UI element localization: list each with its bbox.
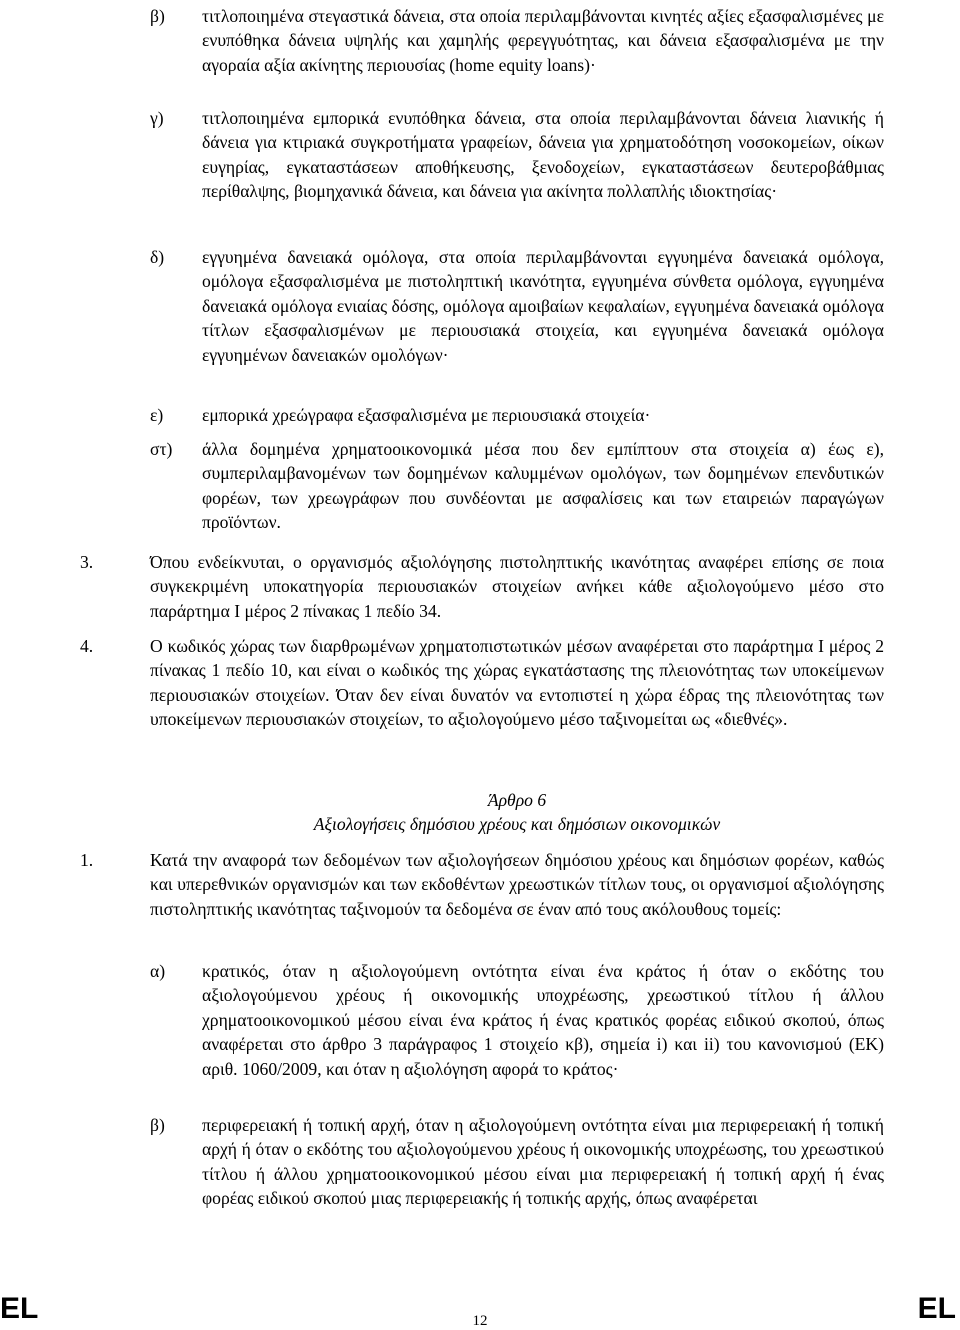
- item-label: β): [150, 6, 165, 26]
- footer-language-left: EL: [0, 1292, 39, 1325]
- item-label: δ): [150, 247, 165, 267]
- paragraph-number: 1.: [80, 850, 94, 870]
- item-label: στ): [150, 439, 173, 459]
- footer-language-right: EL: [917, 1292, 956, 1325]
- item-text: εγγυημένα δανειακά ομόλογα, στα οποία περιλαμβάνονται εγγυημένα δανειακά ομόλογα, ομόλογα εξασφαλισμένα με πιστοληπτική ικανότητα, εγγυημένα σύνθετα ομόλογα, εγγυημένα δανειακά ομόλογα ενιαίας δόσης, ομόλογα αμοιβαίων κεφαλαίων, εγγυημένα δανειακά ομόλογα τίτλων εξασφαλισμένων με περιουσιακά στοιχεία, και εγγυημένα δανειακά ομόλογα εγγυημένων δανειακών ομολόγων·: [202, 247, 884, 365]
- paragraph-number: 4.: [80, 636, 94, 656]
- item-label: ε): [150, 405, 164, 425]
- article-subtitle: Αξιολογήσεις δημόσιου χρέους και δημόσιων οικονομικών: [313, 814, 721, 834]
- item-text: τιτλοποιημένα εμπορικά ενυπόθηκα δάνεια, στα οποία περιλαμβάνονται δάνεια λιανικής ή δάνεια για κτιριακά συγκροτήματα γραφείων, δάνεια για χρηματοδότηση νοσοκομείων, οίκων ευγηρίας, εγκαταστάσεων αποθήκευσης, ξενοδοχείων, εγκαταστάσεων δευτεροβάθμιας περίθαλψης, βιομηχανικά δάνεια, και δάνεια για ακίνητα πολλαπλής ιδιοκτησίας·: [202, 108, 884, 202]
- item-text: εμπορικά χρεώγραφα εξασφαλισμένα με περιουσιακά στοιχεία·: [202, 405, 651, 425]
- article-title: Άρθρο 6: [487, 790, 547, 810]
- item-text: τιτλοποιημένα στεγαστικά δάνεια, στα οποία περιλαμβάνονται κινητές αξίες εξασφαλισμένες με ενυπόθηκα δάνεια υψηλής και χαμηλής φερεγγυότητας, και δάνεια εξασφαλισμένα με την αγοραία αξία ακίνητης περιουσίας (home equity loans)·: [202, 6, 884, 75]
- item-text: άλλα δομημένα χρηματοοικονομικά μέσα που δεν εμπίπτουν στα στοιχεία α) έως ε), συμπεριλαμβανομένων των δομημένων καλυμμένων ομολόγων, των δομημένων επενδυτικών φορέων, των χρεωγράφων που συνδέονται με ασφαλίσεις και των εταιρειών παραγώγων προϊόντων.: [202, 439, 884, 533]
- page-number: 12: [472, 1313, 488, 1329]
- item-label: α): [150, 961, 166, 981]
- paragraph-text: Ο κωδικός χώρας των διαρθρωμένων χρηματοπιστωτικών μέσων αναφέρεται στο παράρτημα I μέρος 2 πίνακας 1 πεδίο 10, και είναι ο κωδικός της χώρας εγκατάστασης της πλειονότητας των υποκείμενων περιουσιακών στοιχείων. Όταν δεν είναι δυνατόν να εντοπιστεί η χώρα έδρας της πλειονότητας των υποκείμενων περιουσιακών στοιχείων, το αξιολογούμενο μέσο ταξινομείται ως «διεθνές».: [150, 636, 884, 730]
- item-label: γ): [150, 108, 164, 128]
- item-text: περιφερειακή ή τοπική αρχή, όταν η αξιολογούμενη οντότητα είναι μια περιφερειακή ή τοπική αρχή ή όταν ο εκδότης του αξιολογούμενου χρέους ή οικονομικής υποχρέωσης, του χρεωστικού τίτλου ή άλλου χρηματοοικονομικού μέσου είναι μια περιφερειακή ή τοπική αρχή ή ένας φορέας ειδικού σκοπού μιας περιφερειακής ή τοπικής αρχής, όπως αναφέρεται: [202, 1115, 884, 1209]
- item-text: κρατικός, όταν η αξιολογούμενη οντότητα είναι ένα κράτος ή όταν ο εκδότης του αξιολογούμενου χρέους ή οικονομικής υποχρέωσης, χρεωστικού τίτλου ή άλλου χρηματοοικονομικού μέσου είναι ένα κράτος ή ένας κρατικός φορέας ειδικού σκοπού, όπως αναφέρεται στο άρθρο 3 παράγραφος 1 στοιχείο κβ), σημεία i) και ii) του κανονισμού (ΕΚ) αριθ. 1060/2009, και όταν η αξιολόγηση αφορά το κράτος·: [202, 961, 884, 1079]
- paragraph-number: 3.: [80, 552, 94, 572]
- paragraph-text: Όπου ενδείκνυται, ο οργανισμός αξιολόγησης πιστοληπτικής ικανότητας αναφέρει επίσης σε ποια συγκεκριμένη υποκατηγορία περιουσιακών στοιχείων ανήκει κάθε αξιολογούμενο μέσο στο παράρτημα I μέρος 2 πίνακας 1 πεδίο 34.: [150, 552, 884, 621]
- item-label: β): [150, 1115, 165, 1135]
- paragraph-text: Κατά την αναφορά των δεδομένων των αξιολογήσεων δημόσιου χρέους και δημόσιων φορέων, καθώς και υπερεθνικών οργανισμών και των εκδοθέντων χρεωστικών τίτλων τους, οι οργανισμοί αξιολόγησης πιστοληπτικής ικανότητας ταξινομούν τα δεδομένα σε έναν από τους ακόλουθους τομείς:: [150, 850, 884, 919]
